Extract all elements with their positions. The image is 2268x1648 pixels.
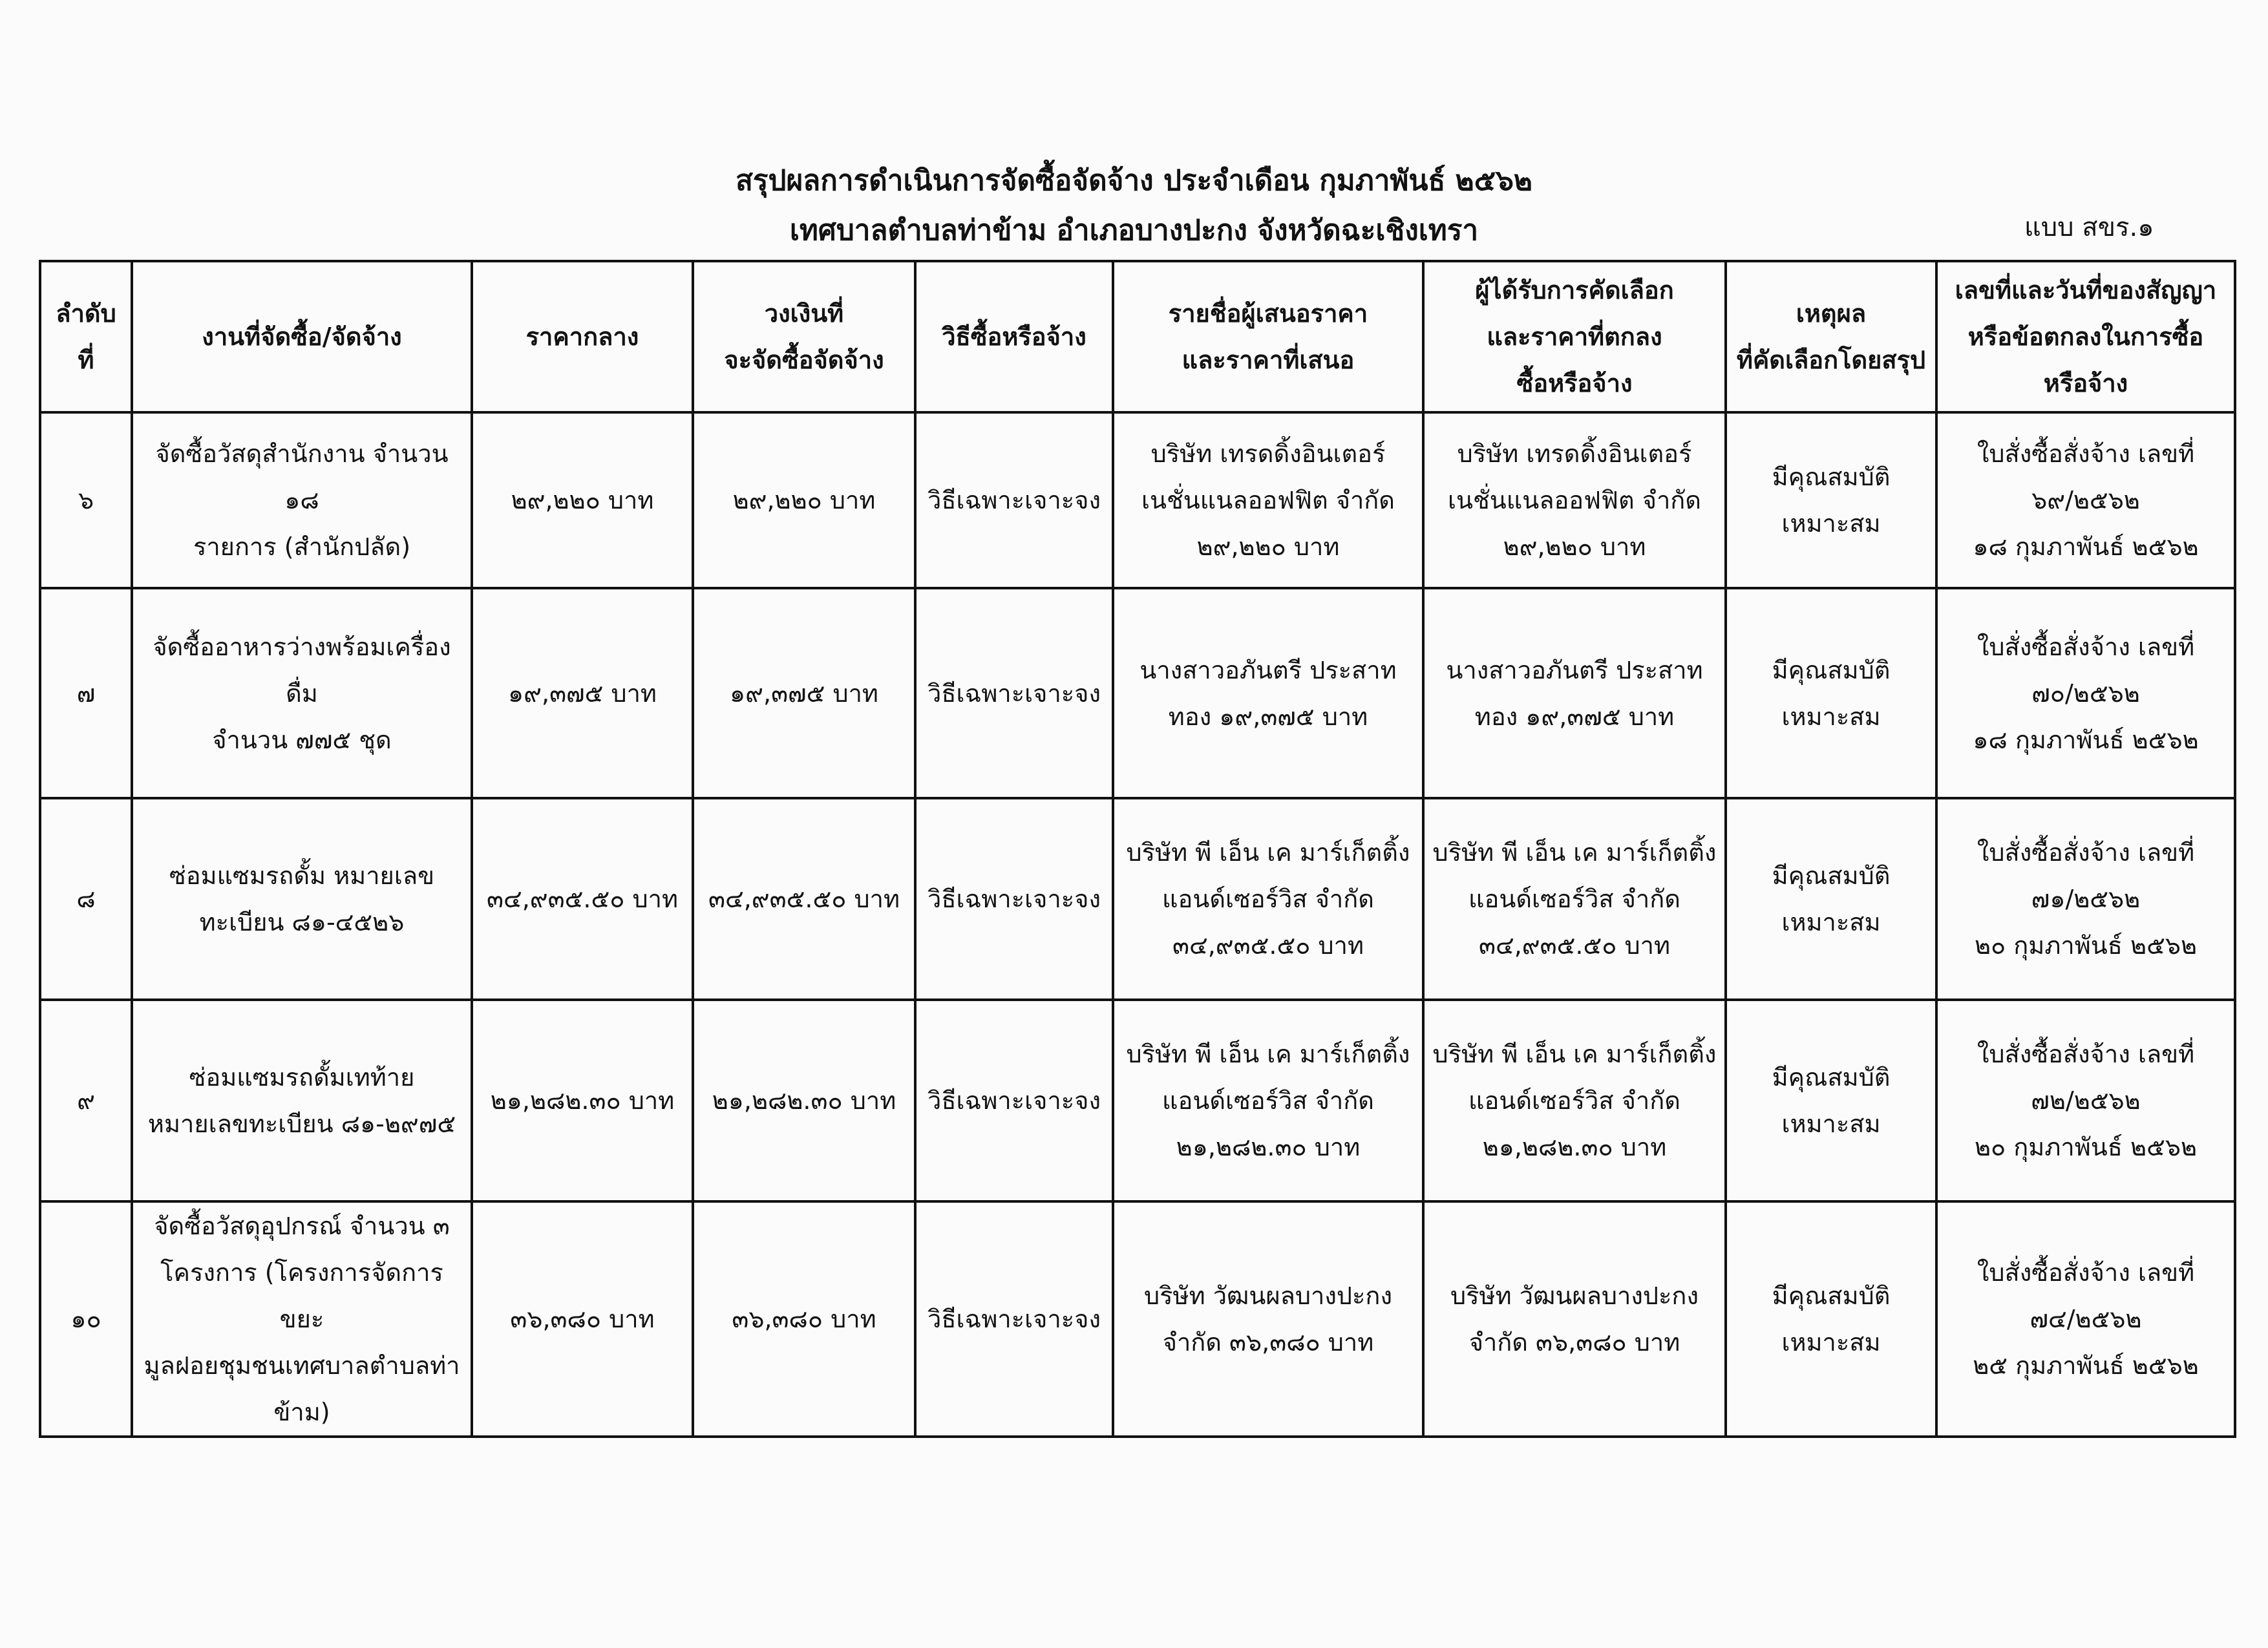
cell-median-price: ๒๑,๒๘๒.๓๐ บาท <box>472 1000 693 1201</box>
table-row <box>40 412 2235 588</box>
header-job: งานที่จัดซื้อ/จัดจ้าง <box>132 261 472 412</box>
cell-contract: ใบสั่งซื้อสั่งจ้าง เลขที่ ๗๔/๒๕๖๒ ๒๕ กุมภาพันธ์ ๒๕๖๒ <box>1936 1201 2235 1437</box>
page-title: สรุปผลการดำเนินการจัดซื้อจัดจ้าง ประจำเดือน กุมภาพันธ์ ๒๕๖๒ <box>736 164 1532 197</box>
procurement-table <box>39 260 2236 1438</box>
cell-bidders: บริษัท เทรดดิ้งอินเตอร์ เนชั่นแนลออฟฟิต จำกัด ๒๙,๒๒๐ บาท <box>1113 412 1423 588</box>
cell-contract: ใบสั่งซื้อสั่งจ้าง เลขที่ ๗๑/๒๕๖๒ ๒๐ กุมภาพันธ์ ๒๕๖๒ <box>1936 798 2235 1000</box>
cell-job: ซ่อมแซมรถดั้ม หมายเลข ทะเบียน ๘๑-๔๕๒๖ <box>132 798 472 1000</box>
header-no: ลำดับที่ <box>40 261 132 412</box>
header-bidders: รายชื่อผู้เสนอราคา และราคาที่เสนอ <box>1113 261 1423 412</box>
cell-budget: ๓๔,๙๓๕.๕๐ บาท <box>693 798 915 1000</box>
cell-no: ๗ <box>40 588 132 798</box>
cell-no: ๙ <box>40 1000 132 1201</box>
header-median-price: ราคากลาง <box>472 261 693 412</box>
cell-job: จัดซื้ออาหารว่างพร้อมเครื่องดื่ม จำนวน ๗๗๕ ชุด <box>132 588 472 798</box>
header-selected: ผู้ได้รับการคัดเลือก และราคาที่ตกลง ซื้อหรือจ้าง <box>1423 261 1726 412</box>
cell-reason: มีคุณสมบัติ เหมาะสม <box>1726 588 1936 798</box>
page-subtitle: เทศบาลตำบลท่าข้าม อำเภอบางปะกง จังหวัดฉะเชิงเทรา <box>789 214 1479 247</box>
cell-bidders: นางสาวอภันตรี ประสาท ทอง ๑๙,๓๗๕ บาท <box>1113 588 1423 798</box>
cell-selected: บริษัท พี เอ็น เค มาร์เก็ตติ้ง แอนด์เซอร์วิส จำกัด ๓๔,๙๓๕.๕๐ บาท <box>1423 798 1726 1000</box>
cell-contract: ใบสั่งซื้อสั่งจ้าง เลขที่ ๖๙/๒๕๖๒ ๑๘ กุมภาพันธ์ ๒๕๖๒ <box>1936 412 2235 588</box>
cell-median-price: ๓๖,๓๘๐ บาท <box>472 1201 693 1437</box>
cell-budget: ๒๙,๒๒๐ บาท <box>693 412 915 588</box>
header-contract: เลขที่และวันที่ของสัญญา หรือข้อตกลงในการซื้อ หรือจ้าง <box>1936 261 2235 412</box>
cell-method: วิธีเฉพาะเจาะจง <box>915 412 1113 588</box>
header-budget: วงเงินที่ จะจัดซื้อจัดจ้าง <box>693 261 915 412</box>
cell-bidders: บริษัท วัฒนผลบางปะกง จำกัด ๓๖,๓๘๐ บาท <box>1113 1201 1423 1437</box>
cell-reason: มีคุณสมบัติ เหมาะสม <box>1726 412 1936 588</box>
cell-selected: บริษัท พี เอ็น เค มาร์เก็ตติ้ง แอนด์เซอร์วิส จำกัด ๒๑,๒๘๒.๓๐ บาท <box>1423 1000 1726 1201</box>
cell-budget: ๓๖,๓๘๐ บาท <box>693 1201 915 1437</box>
header-method: วิธีซื้อหรือจ้าง <box>915 261 1113 412</box>
cell-reason: มีคุณสมบัติ เหมาะสม <box>1726 1201 1936 1437</box>
cell-selected: บริษัท วัฒนผลบางปะกง จำกัด ๓๖,๓๘๐ บาท <box>1423 1201 1726 1437</box>
form-code: แบบ สขร.๑ <box>2024 213 2154 242</box>
table-row <box>40 588 2235 798</box>
cell-bidders: บริษัท พี เอ็น เค มาร์เก็ตติ้ง แอนด์เซอร์วิส จำกัด ๒๑,๒๘๒.๓๐ บาท <box>1113 1000 1423 1201</box>
cell-no: ๖ <box>40 412 132 588</box>
cell-reason: มีคุณสมบัติ เหมาะสม <box>1726 1000 1936 1201</box>
cell-method: วิธีเฉพาะเจาะจง <box>915 588 1113 798</box>
cell-budget: ๒๑,๒๘๒.๓๐ บาท <box>693 1000 915 1201</box>
cell-no: ๘ <box>40 798 132 1000</box>
cell-reason: มีคุณสมบัติ เหมาะสม <box>1726 798 1936 1000</box>
cell-job: ซ่อมแซมรถดั้มเทท้าย หมายเลขทะเบียน ๘๑-๒๙๗๕ <box>132 1000 472 1201</box>
table-row <box>40 798 2235 1000</box>
cell-median-price: ๑๙,๓๗๕ บาท <box>472 588 693 798</box>
cell-method: วิธีเฉพาะเจาะจง <box>915 798 1113 1000</box>
cell-bidders: บริษัท พี เอ็น เค มาร์เก็ตติ้ง แอนด์เซอร์วิส จำกัด ๓๔,๙๓๕.๕๐ บาท <box>1113 798 1423 1000</box>
cell-median-price: ๓๔,๙๓๕.๕๐ บาท <box>472 798 693 1000</box>
cell-job: จัดซื้อวัสดุอุปกรณ์ จำนวน ๓ โครงการ (โครงการจัดการขยะ มูลฝอยชุมชนเทศบาลตำบลท่า ข้าม) <box>132 1201 472 1437</box>
cell-method: วิธีเฉพาะเจาะจง <box>915 1000 1113 1201</box>
table-row <box>40 1201 2235 1437</box>
cell-job: จัดซื้อวัสดุสำนักงาน จำนวน ๑๘ รายการ (สำนักปลัด) <box>132 412 472 588</box>
table-row <box>40 1000 2235 1201</box>
cell-selected: นางสาวอภันตรี ประสาท ทอง ๑๙,๓๗๕ บาท <box>1423 588 1726 798</box>
cell-method: วิธีเฉพาะเจาะจง <box>915 1201 1113 1437</box>
cell-budget: ๑๙,๓๗๕ บาท <box>693 588 915 798</box>
header-row <box>40 261 2235 412</box>
header-reason: เหตุผล ที่คัดเลือกโดยสรุป <box>1726 261 1936 412</box>
cell-contract: ใบสั่งซื้อสั่งจ้าง เลขที่ ๗๒/๒๕๖๒ ๒๐ กุมภาพันธ์ ๒๕๖๒ <box>1936 1000 2235 1201</box>
cell-contract: ใบสั่งซื้อสั่งจ้าง เลขที่ ๗๐/๒๕๖๒ ๑๘ กุมภาพันธ์ ๒๕๖๒ <box>1936 588 2235 798</box>
cell-no: ๑๐ <box>40 1201 132 1437</box>
cell-median-price: ๒๙,๒๒๐ บาท <box>472 412 693 588</box>
cell-selected: บริษัท เทรดดิ้งอินเตอร์ เนชั่นแนลออฟฟิต จำกัด ๒๙,๒๒๐ บาท <box>1423 412 1726 588</box>
